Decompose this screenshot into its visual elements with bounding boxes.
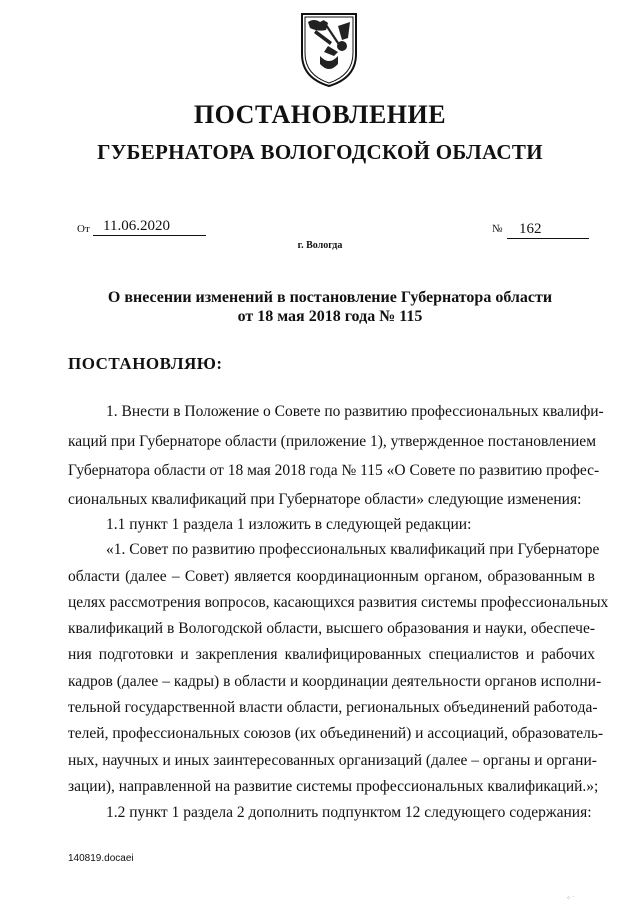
subject-line-2: от 18 мая 2018 года № 115 (237, 308, 423, 325)
document-number: 162 (519, 221, 542, 237)
corner-mark: ⁘ ˙ (566, 896, 575, 902)
body-line: сиональных квалификаций при Губернаторе области» следующие изменения: (68, 491, 582, 508)
file-code: 140819.docaei (68, 853, 134, 864)
city-label: г. Вологда (297, 240, 343, 251)
body-line: ния подготовки и закрепления квалифицированных специалистов и рабочих (68, 646, 595, 663)
body-line: каций при Губернаторе области (приложение 1), утвержденное постановлением (68, 433, 596, 450)
date-label: От (77, 223, 90, 235)
resolve-heading: ПОСТАНОВЛЯЮ: (68, 354, 223, 373)
body-line: 1.1 пункт 1 раздела 1 изложить в следующей редакции: (106, 516, 472, 533)
body-line: ных, научных и иных заинтересованных организаций (далее – органы и органи- (68, 752, 597, 769)
subject-line-1: О внесении изменений в постановление Губернатора области (107, 289, 553, 306)
document-title: ПОСТАНОВЛЕНИЕ (193, 100, 447, 129)
body-line: кадров (далее – кадры) в области и координации деятельности органов исполни- (68, 673, 602, 690)
body-line: целях рассмотрения вопросов, касающихся развития системы профессиональных (68, 594, 609, 611)
body-line: Губернатора области от 18 мая 2018 года № 115 «О Совете по развитию профес- (68, 462, 600, 479)
body-line: области (далее – Совет) является координационным органом, образованным в (68, 568, 595, 585)
document-date: 11.06.2020 (103, 218, 170, 234)
body-line: тельной государственной власти области, региональных объединений работода- (68, 699, 598, 716)
body-line: квалификаций в Вологодской области, высшего образования и науки, обеспече- (68, 620, 595, 637)
body-line: телей, профессиональных союзов (их объединений) и ассоциаций, образователь- (68, 725, 604, 742)
body-line: «1. Совет по развитию профессиональных квалификаций при Губернаторе (106, 541, 600, 558)
body-line: 1.2 пункт 1 раздела 2 дополнить подпунктом 12 следующего содержания: (106, 804, 592, 821)
date-underline (93, 235, 206, 236)
number-label: № (492, 223, 503, 235)
coat-of-arms-icon (298, 8, 360, 88)
body-line: зации), направленной на развитие системы профессиональных квалификаций.»; (68, 778, 599, 795)
body-line: 1. Внести в Положение о Совете по развитию профессиональных квалифи- (106, 403, 604, 420)
document-subtitle: ГУБЕРНАТОРА ВОЛОГОДСКОЙ ОБЛАСТИ (97, 140, 543, 164)
number-underline (507, 238, 589, 239)
